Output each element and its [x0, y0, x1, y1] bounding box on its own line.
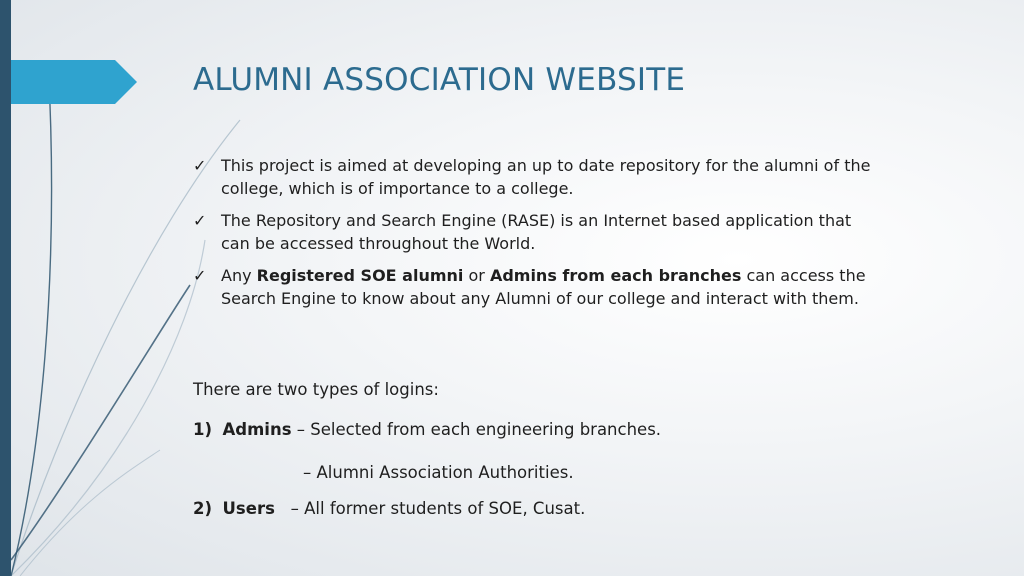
- bullet-bold-admins: Admins from each branches: [489, 266, 742, 285]
- bullet-list: [193, 154, 883, 319]
- checkmark-icon: ✓: [193, 211, 207, 230]
- bullet-bold-registered: Registered SOE alumni: [256, 266, 464, 285]
- slide-title: ALUMNI ASSOCIATION WEBSITE: [193, 62, 686, 98]
- login-admins-sub: – Alumni Association Authorities.: [303, 463, 574, 482]
- bullet-item: [193, 264, 883, 310]
- bullet-text-post: can access the Search Engine to know about any Alumni of our college and interact with them.: [221, 266, 866, 308]
- bullet-item: [193, 154, 883, 200]
- login-admins: [193, 420, 661, 439]
- bullet-text-mid: or: [463, 266, 490, 285]
- bullet-item: [193, 209, 883, 255]
- login-role: Admins: [222, 420, 292, 439]
- login-number: 1): [193, 420, 213, 439]
- bullet-text-pre: Any: [221, 266, 257, 285]
- checkmark-icon: ✓: [193, 266, 207, 285]
- bullet-text: The Repository and Search Engine (RASE) is an Internet based application that can be accessed throughout the World.: [221, 211, 852, 253]
- bullet-text: This project is aimed at developing an up to date repository for the alumni of the college, which is of importance to a college.: [221, 156, 871, 198]
- logins-intro: There are two types of logins:: [193, 380, 439, 399]
- login-desc: – All former students of SOE, Cusat.: [274, 499, 586, 518]
- login-desc: – Selected from each engineering branches.: [291, 420, 662, 439]
- login-role: Users: [222, 499, 275, 518]
- login-number: 2): [193, 499, 213, 518]
- checkmark-icon: ✓: [193, 156, 207, 175]
- login-users: [193, 499, 585, 518]
- title-arrow-shape: [11, 60, 137, 104]
